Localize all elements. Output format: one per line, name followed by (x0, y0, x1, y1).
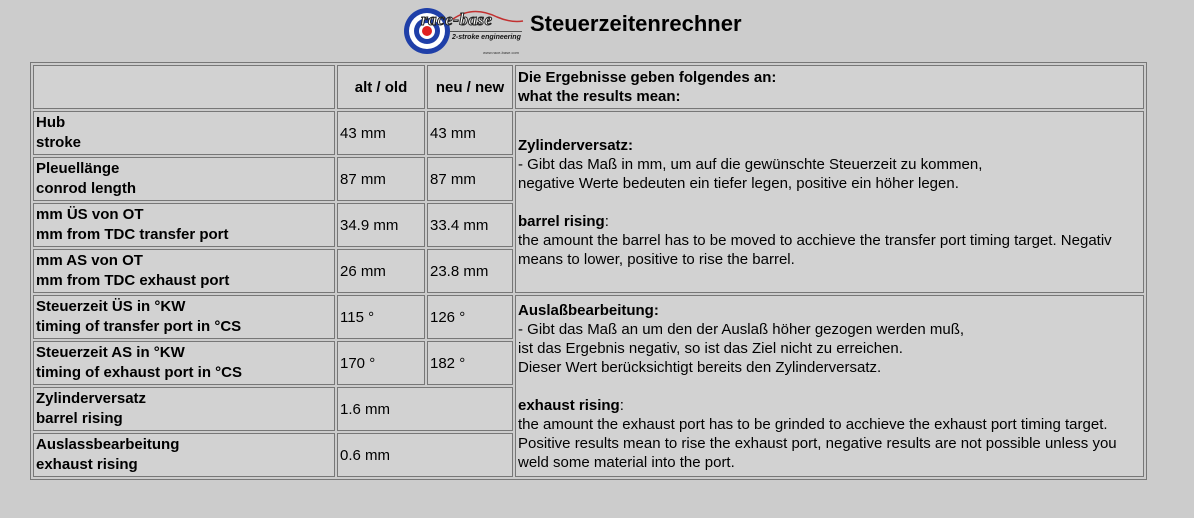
row-label-barrel-rising (33, 387, 335, 431)
label-de: mm AS von OT (36, 252, 143, 269)
label-de: Steuerzeit ÜS in °KW (36, 298, 186, 315)
label-en: exhaust rising (36, 456, 138, 473)
label-en: mm from TDC transfer port (36, 226, 229, 243)
exhaust-text-de-1: - Gibt das Maß an um den der Auslaß höher gezogen werden muß, (518, 320, 965, 338)
transfer-mm-old-value: 34.9 mm (337, 203, 425, 247)
row-label-stroke (33, 111, 335, 155)
label-de: Auslassbearbeitung (36, 436, 180, 453)
label-de: Hub (36, 114, 66, 131)
barrel-title-en: barrel rising (518, 212, 605, 230)
exhaust-rising-value: 0.6 mm (337, 433, 513, 477)
row-label-exhaust-mm (33, 249, 335, 293)
label-de: Zylinderversatz (36, 390, 147, 407)
label-en: timing of transfer port in °CS (36, 318, 242, 335)
label-en: stroke (36, 134, 82, 151)
row-label-exhaust-timing (33, 341, 335, 385)
conrod-new-value: 87 mm (427, 157, 513, 201)
logo-tagline: 2-stroke engineering (452, 34, 521, 41)
page-title: Steuerzeitenrechner (530, 11, 742, 36)
row-label-transfer-timing (33, 295, 335, 339)
row-label-conrod (33, 157, 335, 201)
colon: : (604, 212, 609, 230)
barrel-rising-value: 1.6 mm (337, 387, 513, 431)
transfer-mm-new-value: 33.4 mm (427, 203, 513, 247)
results-explanation-header (515, 65, 1144, 109)
conrod-old-value: 87 mm (337, 157, 425, 201)
exhaust-text-de-3: Dieser Wert berücksichtigt bereits den Zylinderversatz. (518, 358, 882, 376)
label-en: timing of exhaust port in °CS (36, 364, 243, 381)
barrel-text-de-1: - Gibt das Maß in mm, um auf die gewünschte Steuerzeit zu kommen, (518, 155, 983, 173)
exhaust-timing-new-value: 182 ° (427, 341, 513, 385)
stroke-new-value: 43 mm (427, 111, 513, 155)
label-de: Steuerzeit AS in °KW (36, 344, 185, 361)
exhaust-title-de: Auslaßbearbeitung: (518, 301, 659, 319)
header-row (33, 65, 1144, 109)
spacer (518, 377, 1141, 396)
exhaust-text-en: the amount the exhaust port has to be grinded to acchieve the exhaust port timing target. Positive results mean to rise the exhaust port, negative results are not possible unless you weld some material into the port. (518, 415, 1117, 471)
row-label-transfer-mm (33, 203, 335, 247)
exhaust-mm-old-value: 26 mm (337, 249, 425, 293)
results-header-de: Die Ergebnisse geben folgendes an: (518, 69, 777, 86)
colon: : (619, 396, 624, 414)
table-row (33, 111, 1144, 155)
results-header-en: what the results mean: (518, 88, 681, 105)
column-header-old: alt / old (337, 65, 425, 109)
label-en: barrel rising (36, 410, 123, 427)
label-en: mm from TDC exhaust port (36, 272, 230, 289)
logo-wordmark: race-base (421, 10, 493, 29)
exhaust-text-de-2: ist das Ergebnis negativ, so ist das Ziel nicht zu erreichen. (518, 339, 903, 357)
race-base-logo (403, 7, 527, 57)
barrel-rising-explanation (515, 111, 1144, 293)
barrel-title-de: Zylinderversatz: (518, 136, 634, 154)
stroke-old-value: 43 mm (337, 111, 425, 155)
label-de: Pleuellänge (36, 160, 120, 177)
transfer-timing-old-value: 115 ° (337, 295, 425, 339)
transfer-timing-new-value: 126 ° (427, 295, 513, 339)
label-en: conrod length (36, 180, 136, 197)
column-header-new: neu / new (427, 65, 513, 109)
barrel-text-de-2: negative Werte bedeuten ein tiefer legen, positive ein höher legen. (518, 174, 959, 192)
table-row (33, 295, 1144, 339)
exhaust-title-en: exhaust rising (518, 396, 620, 414)
exhaust-rising-explanation (515, 295, 1144, 477)
page-header (403, 7, 742, 57)
spacer (518, 193, 1141, 212)
calculator-table (30, 62, 1147, 480)
empty-header-cell (33, 65, 335, 109)
label-de: mm ÜS von OT (36, 206, 144, 223)
barrel-text-en: the amount the barrel has to be moved to acchieve the transfer port timing target. Negativ means to lower, positive to rise the barrel. (518, 231, 1112, 268)
exhaust-timing-old-value: 170 ° (337, 341, 425, 385)
row-label-exhaust-rising (33, 433, 335, 477)
exhaust-mm-new-value: 23.8 mm (427, 249, 513, 293)
logo-url: www.race-base.com (483, 50, 520, 55)
